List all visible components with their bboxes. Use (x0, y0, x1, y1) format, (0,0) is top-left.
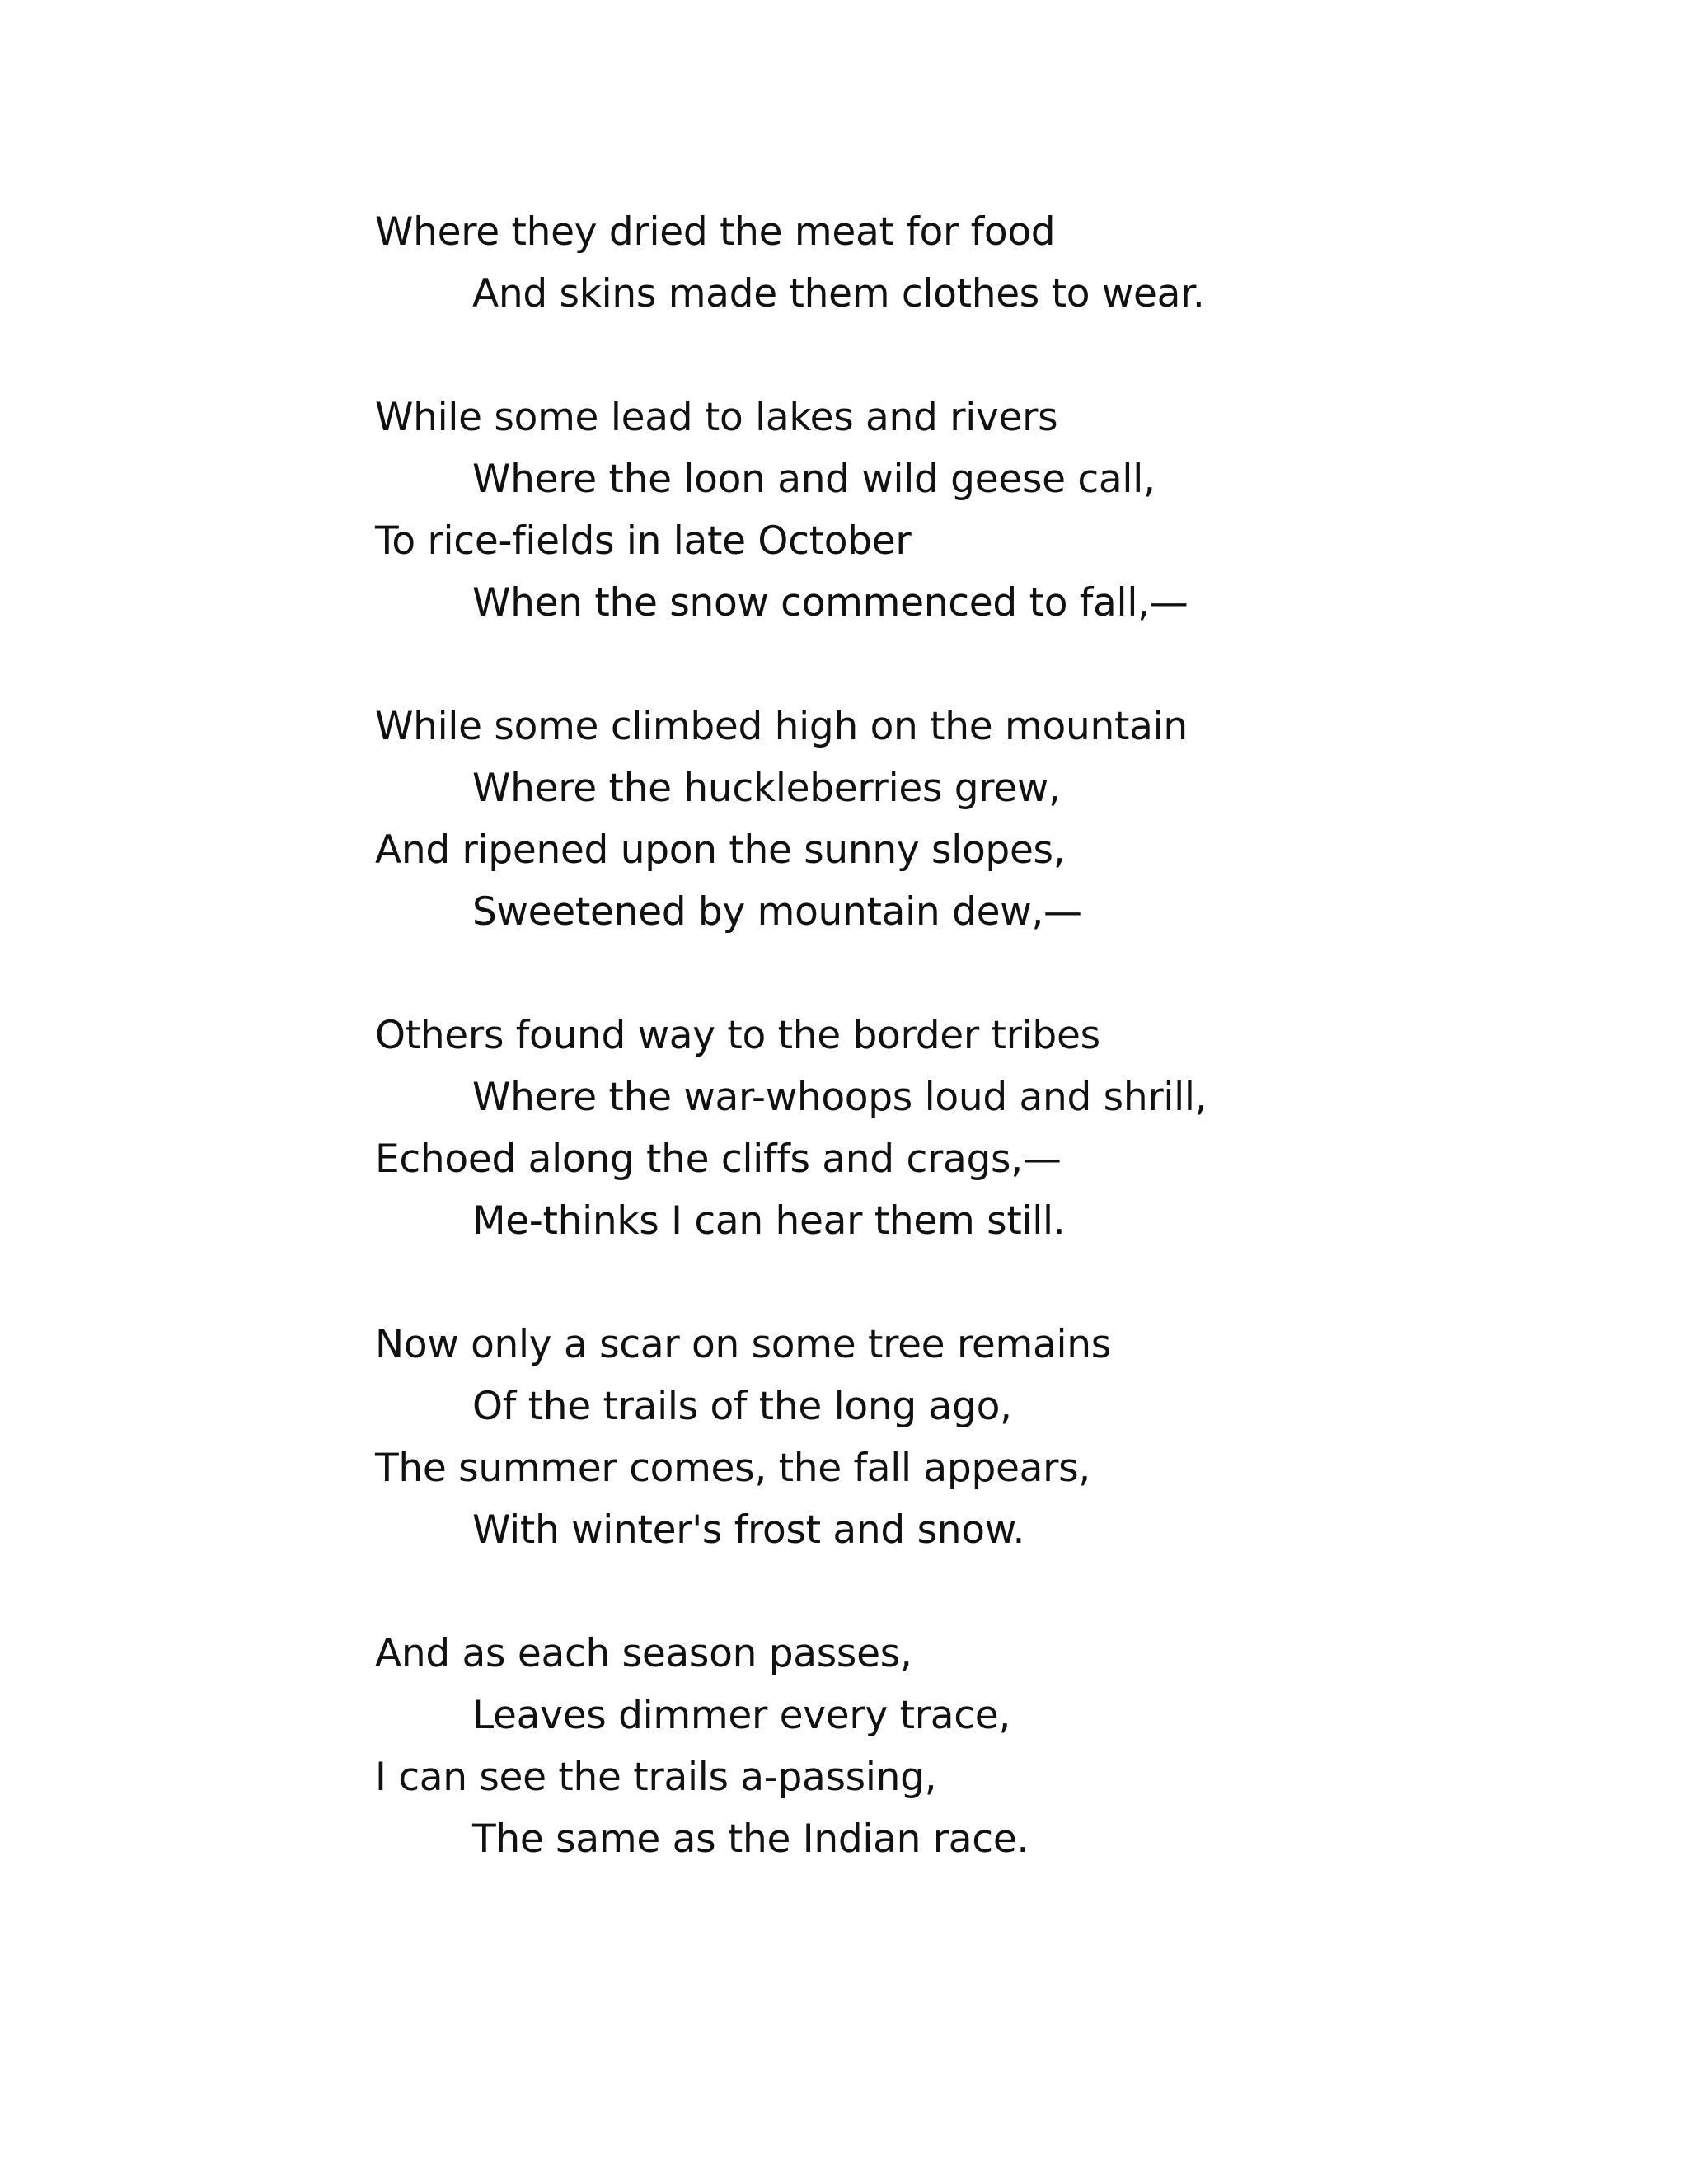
stanza-break (375, 943, 1529, 1005)
stanza (375, 387, 1529, 634)
poem-line: I can see the trails a-passing, (375, 1755, 937, 1800)
poem-line-indented: Me-thinks I can hear them still. (472, 1198, 1066, 1244)
poem-line: To rice-fields in late October (375, 518, 912, 564)
poem-line: The summer comes, the fall appears, (375, 1446, 1090, 1491)
poem-line-indented: Of the trails of the long ago, (472, 1384, 1012, 1429)
poem-text (375, 201, 1529, 1870)
poem-line-indented: Leaves dimmer every trace, (472, 1693, 1011, 1738)
poem-line-indented: And skins made them clothes to wear. (472, 271, 1205, 316)
poem-line-indented: Where the war-whoops loud and shrill, (472, 1075, 1207, 1120)
poem-line: While some climbed high on the mountain (375, 704, 1188, 749)
stanza (375, 1314, 1529, 1561)
stanza (375, 1623, 1529, 1870)
stanza-break (375, 1561, 1529, 1623)
stanza-break (375, 1252, 1529, 1314)
poem-line-indented: With winter's frost and snow. (472, 1507, 1025, 1553)
poem-line-indented: Sweetened by mountain dew,— (472, 889, 1082, 935)
poem-line: Echoed along the cliffs and crags,— (375, 1137, 1062, 1182)
poem-line: And ripened upon the sunny slopes, (375, 827, 1066, 873)
poem-line: Where they dried the meat for food (375, 209, 1056, 255)
stanza (375, 201, 1529, 325)
poem-line-indented: The same as the Indian race. (472, 1816, 1029, 1862)
stanza-break (375, 634, 1529, 696)
stanza (375, 1005, 1529, 1252)
poem-line-indented: Where the loon and wild geese call, (472, 457, 1156, 502)
stanza (375, 696, 1529, 943)
poem-line-indented: Where the huckleberries grew, (472, 766, 1061, 811)
poem-line: And as each season passes, (375, 1631, 912, 1676)
poem-line: Others found way to the border tribes (375, 1013, 1100, 1058)
poem-line: While some lead to lakes and rivers (375, 395, 1058, 440)
poem-line: Now only a scar on some tree remains (375, 1322, 1111, 1367)
poem-line-indented: When the snow commenced to fall,— (472, 580, 1189, 626)
stanza-break (375, 325, 1529, 387)
